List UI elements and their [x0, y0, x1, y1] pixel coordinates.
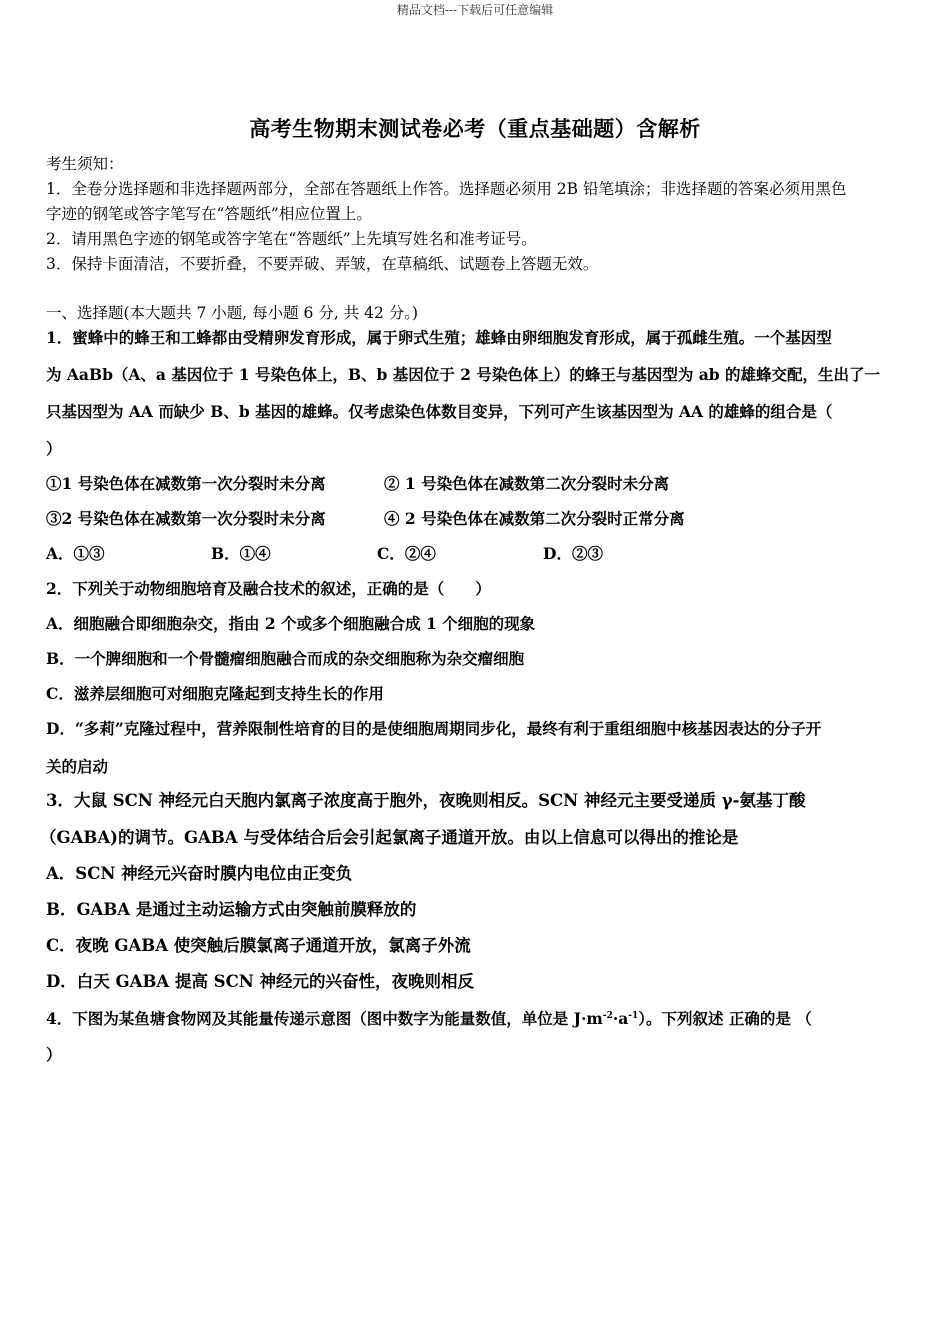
- notice-item: 2．请用黑色字迹的钢笔或答字笔在“答题纸”上先填写姓名和准考证号。: [46, 230, 537, 248]
- q1-stem-line: 为 AaBb（A、a 基因位于 1 号染色体上，B、b 基因位于 2 号染色体上）的蜂王与基因型为 ab 的雄蜂交配，生出了一: [46, 365, 881, 384]
- notice-item: 3．保持卡面清洁，不要折叠，不要弄破、弄皱，在草稿纸、试题卷上答题无效。: [46, 255, 599, 273]
- q4-stem-cont: ）: [46, 1045, 62, 1064]
- q2-option-a: A．细胞融合即细胞杂交，指由 2 个或多个细胞融合成 1 个细胞的现象: [46, 614, 536, 633]
- section-heading: 一、选择题(本大题共 7 小题, 每小题 6 分, 共 42 分。): [46, 304, 419, 322]
- q3-option-b: B．GABA 是通过主动运输方式由突触前膜释放的: [46, 900, 417, 919]
- q2-stem: 2．下列关于动物细胞培育及融合技术的叙述，正确的是（ ）: [46, 579, 491, 598]
- q3-stem-line: （GABA)的调节。GABA 与受体结合后会引起氯离子通道开放。由以上信息可以得出的推论是: [40, 828, 739, 847]
- q3-option-d: D．白天 GABA 提高 SCN 神经元的兴奋性，夜晚则相反: [46, 972, 475, 991]
- q3-option-a: A．SCN 神经元兴奋时膜内电位由正变负: [46, 864, 353, 883]
- q4-stem-text: ）。下列叙述 正确的是 （: [638, 1009, 812, 1028]
- q1-stem-line: 1．蜜蜂中的蜂王和工蜂都由受精卵发育形成，属于卵式生殖；雄蜂由卵细胞发育形成，属于孤雌生殖。一个基因型: [46, 328, 832, 347]
- q2-option-d: D．“多莉”克隆过程中，营养限制性培育的目的是使细胞周期同步化，最终有利于重组细胞中核基因表达的分子开: [46, 719, 822, 738]
- q2-option-c: C．滋养层细胞可对细胞克隆起到支持生长的作用: [46, 684, 384, 703]
- q1-option-a: A．①③: [46, 544, 105, 563]
- q1-option-c: C．②④: [377, 544, 436, 563]
- q4-stem-text: ·a: [612, 1009, 629, 1028]
- page-title: 高考生物期末测试卷必考（重点基础题）含解析: [249, 116, 701, 141]
- notice-item: 1．全卷分选择题和非选择题两部分，全部在答题纸上作答。选择题必须用 2B 铅笔填涂；非选择题的答案必须用黑色: [46, 180, 847, 198]
- q4-unit-exponent: -1: [628, 1010, 639, 1021]
- q1-statement-3: ③2 号染色体在减数第一次分裂时未分离: [46, 509, 326, 528]
- q4-stem-text: 4．下图为某鱼塘食物网及其能量传递示意图（图中数字为能量数值，单位是 J·m: [46, 1009, 603, 1028]
- q4-unit-exponent: -2: [602, 1010, 613, 1021]
- q4-stem: [46, 1009, 812, 1029]
- q1-statement-4: ④ 2 号染色体在减数第二次分裂时正常分离: [384, 509, 685, 528]
- notice-heading: 考生须知：: [46, 155, 124, 173]
- notice-item: 字迹的钢笔或答字笔写在“答题纸”相应位置上。: [46, 205, 372, 223]
- q2-option-d-cont: 关的启动: [46, 757, 109, 776]
- q1-option-d: D．②③: [543, 544, 603, 563]
- q1-stem-line: 只基因型为 AA 而缺少 B、b 基因的雄蜂。仅考虑染色体数目变异，下列可产生该基因型为 AA 的雄蜂的组合是（: [46, 402, 833, 421]
- q1-stem-line: ）: [46, 439, 62, 458]
- q3-option-c: C．夜晚 GABA 使突触后膜氯离子通道开放，氯离子外流: [46, 936, 471, 955]
- q1-option-b: B．①④: [211, 544, 271, 563]
- q3-stem-line: 3．大鼠 SCN 神经元白天胞内氯离子浓度高于胞外，夜晚则相反。SCN 神经元主要受递质 γ-氨基丁酸: [46, 791, 806, 810]
- q2-option-b: B．一个脾细胞和一个骨髓瘤细胞融合而成的杂交细胞称为杂交瘤细胞: [46, 649, 525, 668]
- page-header: 精品文档---下载后可任意编辑: [396, 3, 554, 17]
- q1-statement-1: ①1 号染色体在减数第一次分裂时未分离: [46, 474, 326, 493]
- q1-statement-2: ② 1 号染色体在减数第二次分裂时未分离: [384, 474, 670, 493]
